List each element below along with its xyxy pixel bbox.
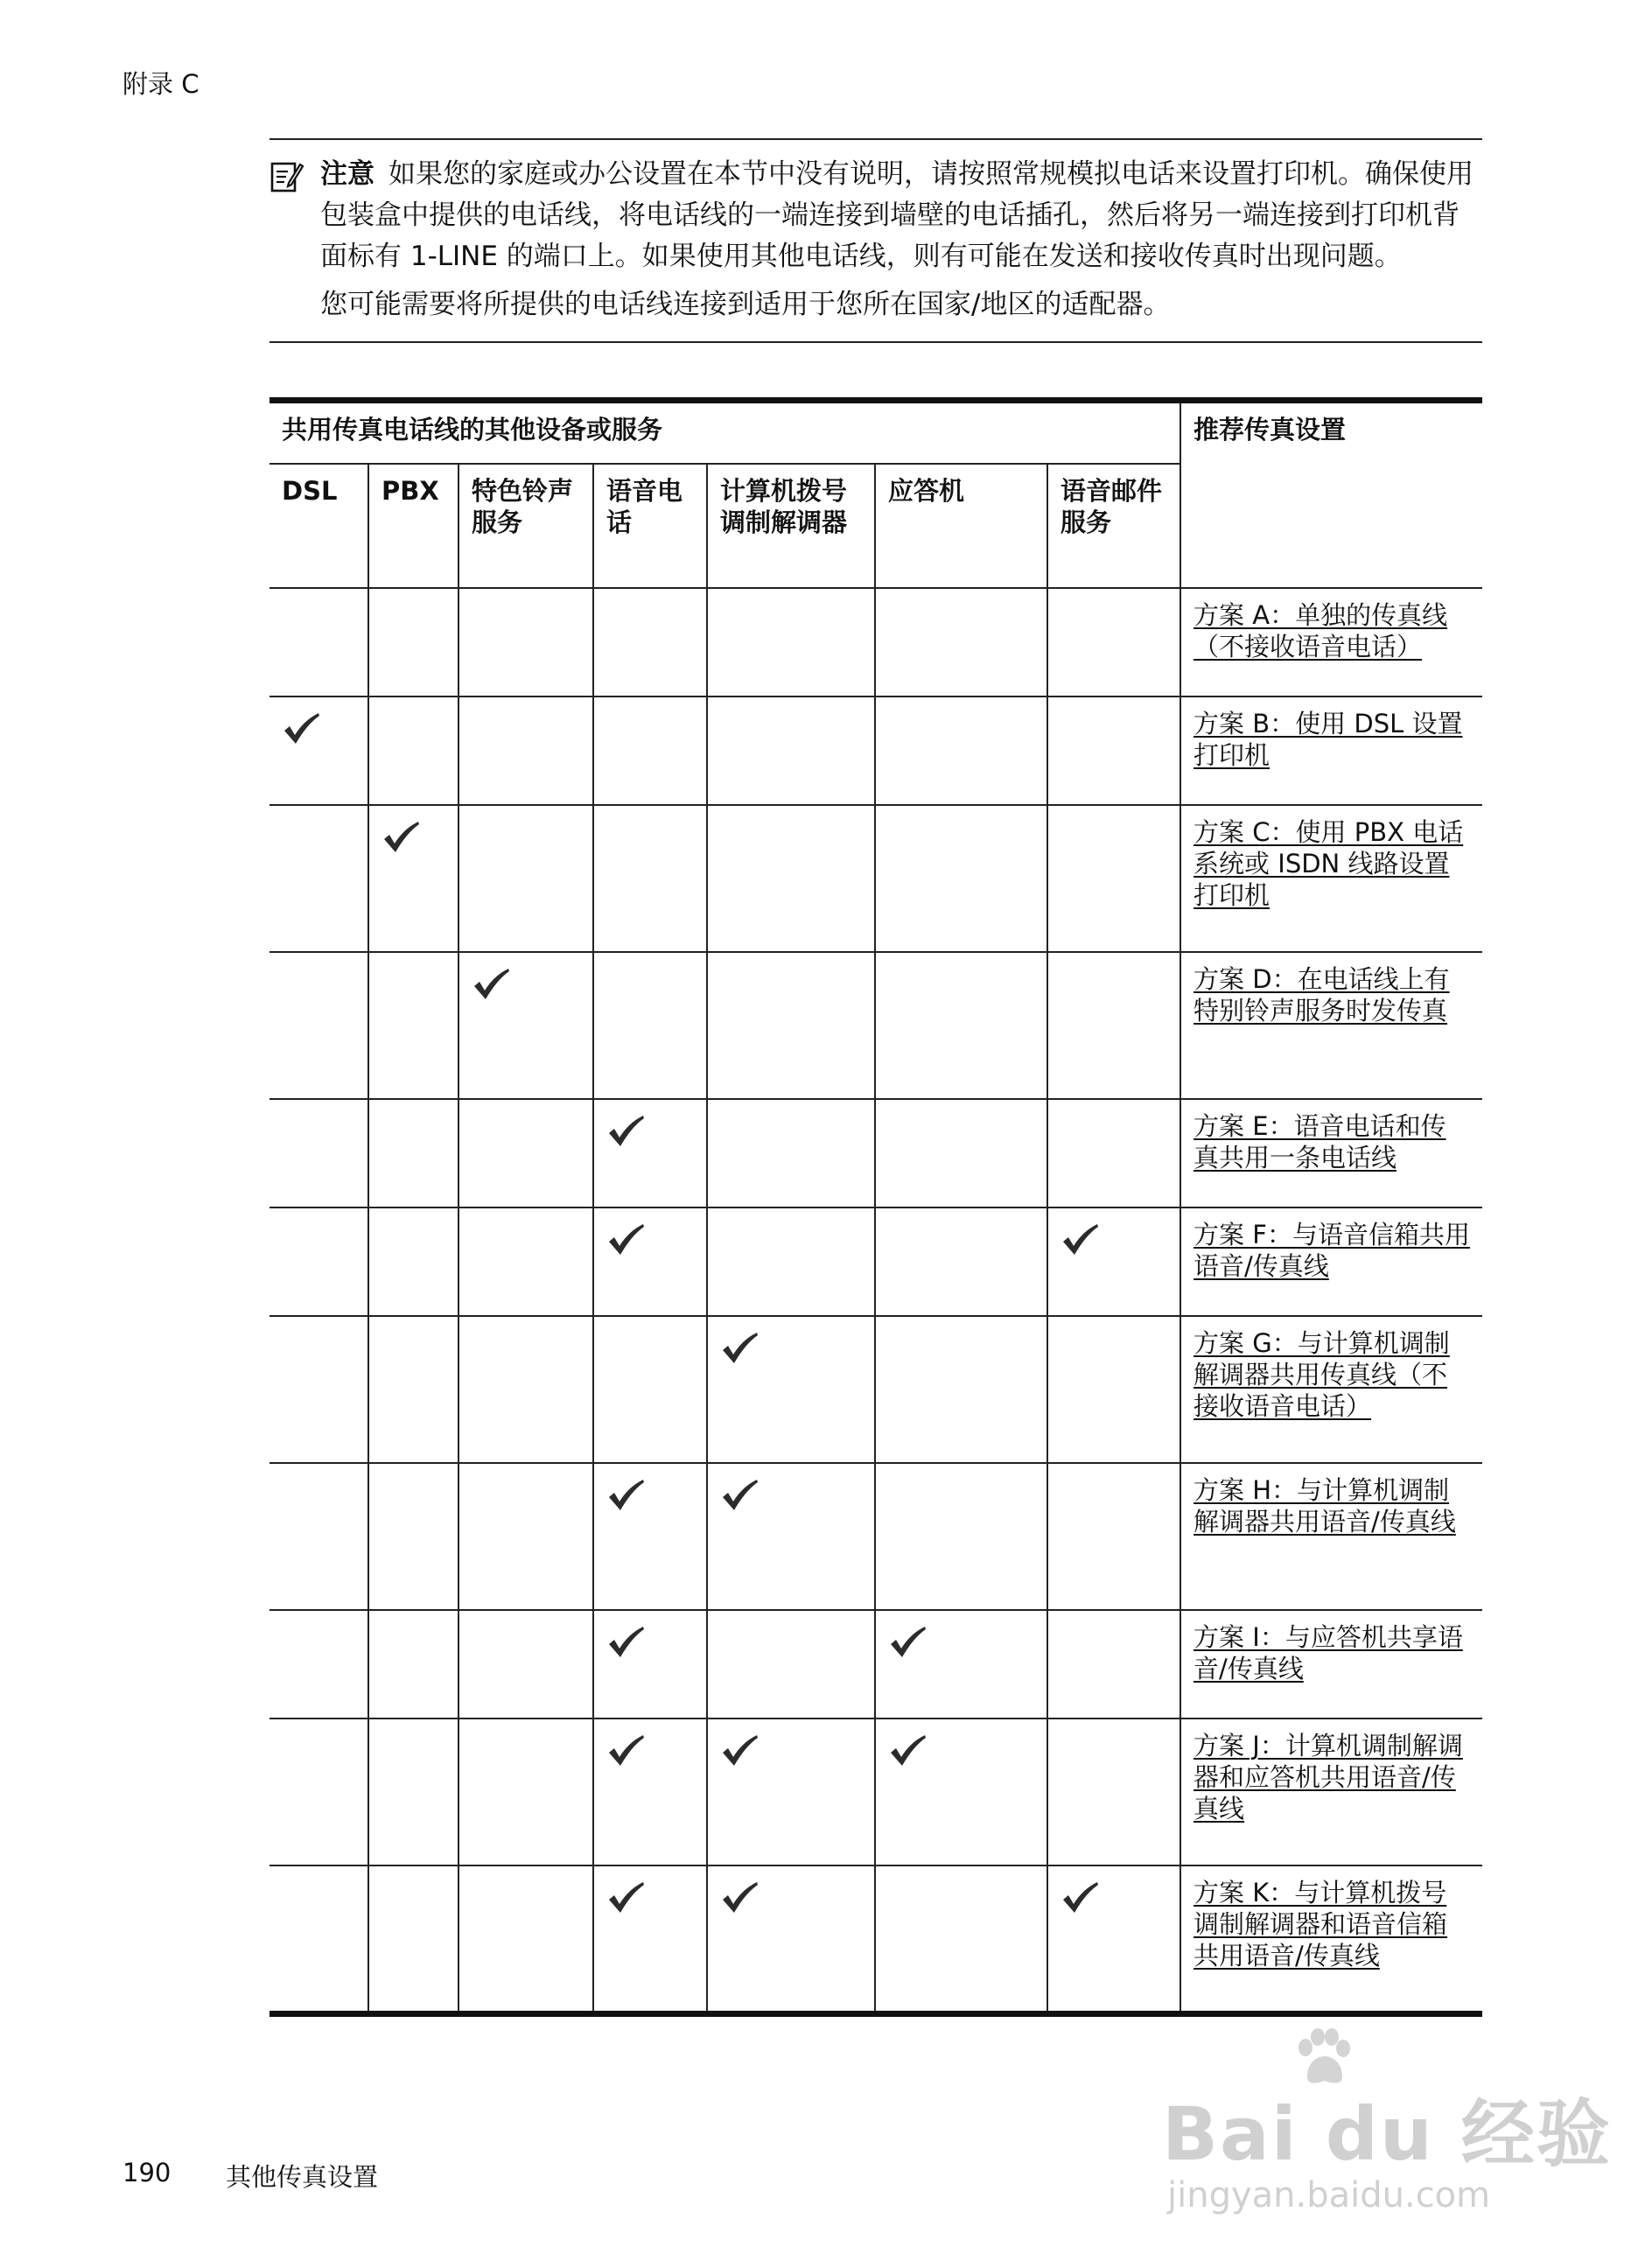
check-cell	[458, 1718, 593, 1866]
check-cell	[368, 696, 458, 805]
check-cell	[1047, 1208, 1180, 1316]
check-cell	[368, 1316, 458, 1463]
option-link[interactable]: 方案 A：单独的传真线（不接收语音电话）	[1194, 599, 1448, 662]
check-cell	[875, 588, 1047, 696]
table-row	[270, 1718, 1482, 1866]
note-paragraph-1	[320, 154, 1482, 277]
checkmark-icon	[1060, 1880, 1099, 1915]
table-row	[270, 588, 1482, 696]
check-cell	[270, 1463, 368, 1610]
check-cell	[593, 1463, 707, 1610]
check-cell	[368, 1610, 458, 1718]
footer-title: 其他传真设置	[226, 2162, 379, 2192]
check-cell	[458, 588, 593, 696]
checkmark-icon	[282, 711, 320, 746]
check-cell	[875, 1099, 1047, 1208]
check-cell	[368, 1866, 458, 2014]
check-cell	[270, 588, 368, 696]
table-row	[270, 1866, 1482, 2014]
option-link[interactable]: 方案 B：使用 DSL 设置打印机	[1194, 708, 1463, 770]
check-cell	[875, 1610, 1047, 1718]
option-link[interactable]: 方案 H：与计算机调制解调器共用语音/传真线	[1194, 1474, 1456, 1536]
checkmark-icon	[606, 1478, 645, 1513]
check-cell	[707, 1610, 875, 1718]
checkmark-icon	[1060, 1222, 1099, 1257]
check-cell	[270, 1208, 368, 1316]
check-cell	[593, 1316, 707, 1463]
fax-setup-table	[270, 397, 1482, 2017]
check-cell	[270, 1099, 368, 1208]
option-cell	[1180, 1463, 1482, 1610]
checkmark-icon	[888, 1733, 927, 1768]
check-cell	[875, 1316, 1047, 1463]
check-cell	[270, 696, 368, 805]
column-header: 语音电话	[593, 464, 707, 588]
check-cell	[1047, 696, 1180, 805]
checkmark-icon	[472, 967, 510, 1002]
checkmark-icon	[606, 1625, 645, 1660]
table-row	[270, 952, 1482, 1099]
option-cell	[1180, 952, 1482, 1099]
check-cell	[707, 1208, 875, 1316]
option-cell	[1180, 1316, 1482, 1463]
check-cell	[1047, 1099, 1180, 1208]
check-cell	[1047, 952, 1180, 1099]
check-cell	[1047, 1463, 1180, 1610]
check-cell	[368, 1099, 458, 1208]
checkmark-icon	[720, 1331, 759, 1366]
check-cell	[593, 1718, 707, 1866]
checkmark-icon	[606, 1222, 645, 1257]
column-header: DSL	[270, 464, 368, 588]
option-cell	[1180, 1208, 1482, 1316]
check-cell	[707, 696, 875, 805]
check-cell	[1047, 1610, 1180, 1718]
checkmark-icon	[720, 1880, 759, 1915]
option-cell	[1180, 1610, 1482, 1718]
check-cell	[458, 1316, 593, 1463]
check-cell	[707, 588, 875, 696]
check-cell	[593, 588, 707, 696]
check-cell	[458, 1463, 593, 1610]
table-row	[270, 1208, 1482, 1316]
baidu-watermark	[1162, 2026, 1612, 2228]
check-cell	[593, 805, 707, 952]
option-cell	[1180, 588, 1482, 696]
check-cell	[1047, 805, 1180, 952]
check-cell	[1047, 1718, 1180, 1866]
check-cell	[368, 588, 458, 696]
check-cell	[458, 952, 593, 1099]
checkmark-icon	[382, 820, 420, 855]
option-link[interactable]: 方案 G：与计算机调制解调器共用传真线（不接收语音电话）	[1194, 1327, 1450, 1421]
option-link[interactable]: 方案 D：在电话线上有特别铃声服务时发传真	[1194, 963, 1450, 1026]
checkmark-icon	[606, 1880, 645, 1915]
check-cell	[458, 696, 593, 805]
check-cell	[875, 696, 1047, 805]
check-cell	[1047, 588, 1180, 696]
check-cell	[270, 1610, 368, 1718]
column-header: PBX	[368, 464, 458, 588]
check-cell	[707, 1099, 875, 1208]
table-row	[270, 1463, 1482, 1610]
check-cell	[875, 805, 1047, 952]
group-header: 共用传真电话线的其他设备或服务	[270, 401, 1180, 464]
option-cell	[1180, 1099, 1482, 1208]
check-cell	[593, 1866, 707, 2014]
table-row	[270, 1099, 1482, 1208]
check-cell	[1047, 1866, 1180, 2014]
option-link[interactable]: 方案 C：使用 PBX 电话系统或 ISDN 线路设置打印机	[1194, 816, 1464, 910]
recommend-header: 推荐传真设置	[1180, 401, 1482, 588]
option-cell	[1180, 1866, 1482, 2014]
option-cell	[1180, 696, 1482, 805]
check-cell	[593, 1208, 707, 1316]
column-header: 计算机拨号调制解调器	[707, 464, 875, 588]
page-number: 190	[122, 2158, 172, 2188]
check-cell	[875, 952, 1047, 1099]
column-header: 应答机	[875, 464, 1047, 588]
note-text: 如果您的家庭或办公设置在本节中没有说明，请按照常规模拟电话来设置打印机。确保使用包装盒中提供的电话线，将电话线的一端连接到墙壁的电话插孔，然后将另一端连接到打印机背面标有 1-LINE 的端口上。如果使用其他电话线，则有可能在发送和接收传真时出现问题。	[320, 158, 1474, 272]
check-cell	[368, 1463, 458, 1610]
option-cell	[1180, 1718, 1482, 1866]
check-cell	[593, 696, 707, 805]
check-cell	[458, 1610, 593, 1718]
check-cell	[458, 1208, 593, 1316]
checkmark-icon	[606, 1733, 645, 1768]
note-pencil-icon	[270, 159, 304, 194]
checkmark-icon	[720, 1478, 759, 1513]
watermark-url: jingyan.baidu.com	[1167, 2175, 1491, 2216]
option-link[interactable]: 方案 J：计算机调制解调器和应答机共用语音/传真线	[1194, 1730, 1463, 1824]
check-cell	[875, 1463, 1047, 1610]
note-paragraph-2: 您可能需要将所提供的电话线连接到适用于您所在国家/地区的适配器。	[320, 289, 1171, 320]
table-row	[270, 696, 1482, 805]
table-row	[270, 1316, 1482, 1463]
checkmark-icon	[888, 1625, 927, 1660]
check-cell	[458, 805, 593, 952]
check-cell	[270, 1316, 368, 1463]
note-box	[270, 138, 1482, 343]
check-cell	[707, 1463, 875, 1610]
check-cell	[875, 1208, 1047, 1316]
table-row	[270, 805, 1482, 952]
check-cell	[707, 1718, 875, 1866]
column-header: 语音邮件服务	[1047, 464, 1180, 588]
check-cell	[270, 805, 368, 952]
table-row	[270, 1610, 1482, 1718]
check-cell	[368, 952, 458, 1099]
check-cell	[368, 1208, 458, 1316]
option-link[interactable]: 方案 K：与计算机拨号调制解调器和语音信箱共用语音/传真线	[1194, 1877, 1448, 1970]
check-cell	[707, 805, 875, 952]
column-header: 特色铃声服务	[458, 464, 593, 588]
check-cell	[593, 952, 707, 1099]
check-cell	[875, 1718, 1047, 1866]
check-cell	[707, 952, 875, 1099]
note-label: 注意	[320, 158, 374, 190]
running-head: 附录 C	[122, 69, 200, 99]
check-cell	[368, 805, 458, 952]
option-link[interactable]: 方案 I：与应答机共享语音/传真线	[1194, 1621, 1463, 1684]
check-cell	[270, 952, 368, 1099]
check-cell	[1047, 1316, 1180, 1463]
check-cell	[368, 1718, 458, 1866]
check-cell	[593, 1099, 707, 1208]
option-cell	[1180, 805, 1482, 952]
option-link[interactable]: 方案 F：与语音信箱共用语音/传真线	[1194, 1219, 1470, 1281]
option-link[interactable]: 方案 E：语音电话和传真共用一条电话线	[1194, 1110, 1446, 1172]
watermark-brand: Bai du 经验	[1162, 2091, 1612, 2177]
check-cell	[458, 1866, 593, 2014]
checkmark-icon	[720, 1733, 759, 1768]
check-cell	[875, 1866, 1047, 2014]
check-cell	[270, 1718, 368, 1866]
check-cell	[707, 1316, 875, 1463]
check-cell	[593, 1610, 707, 1718]
check-cell	[270, 1866, 368, 2014]
check-cell	[458, 1099, 593, 1208]
checkmark-icon	[606, 1114, 645, 1149]
check-cell	[707, 1866, 875, 2014]
